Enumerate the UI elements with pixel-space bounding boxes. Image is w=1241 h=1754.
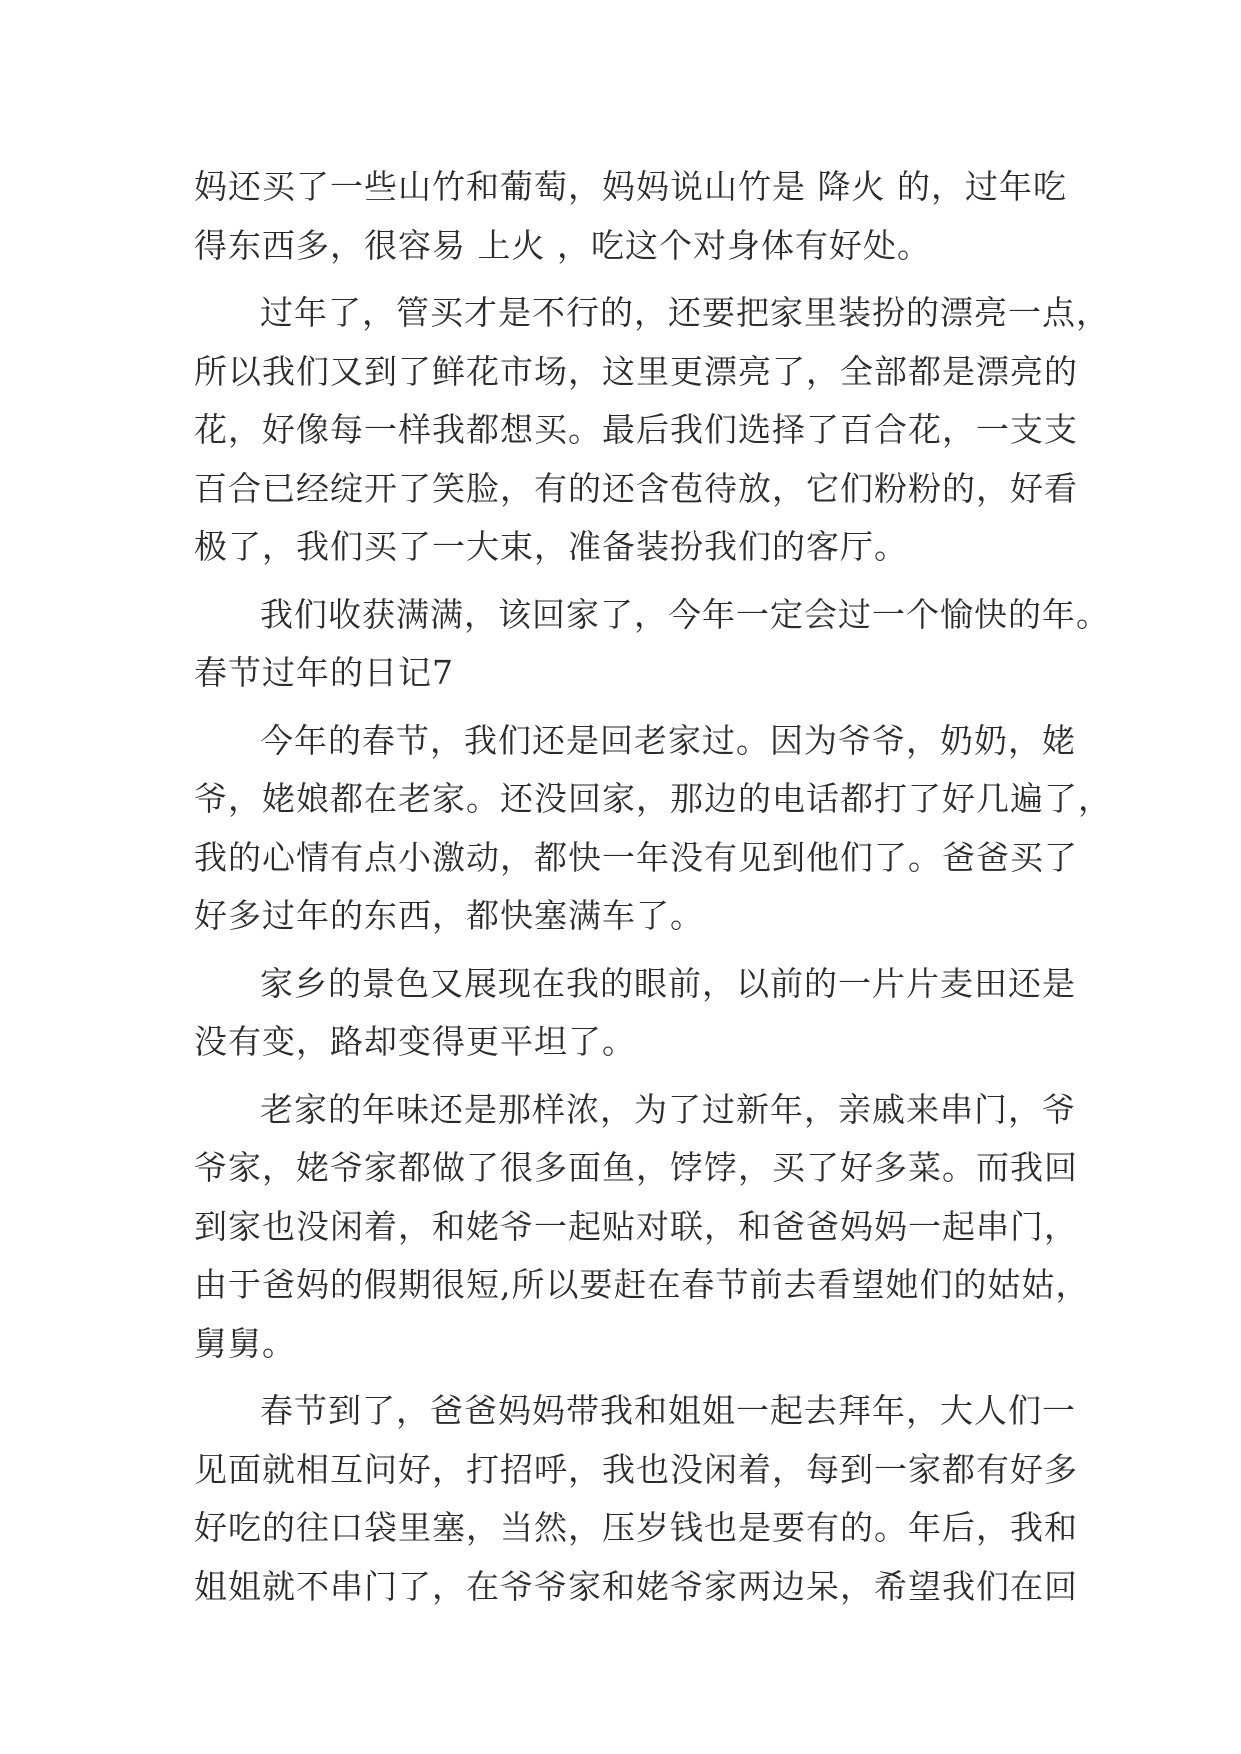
text-line: 极了，我们买了一大束，准备装扮我们的客厅。 [194,527,908,566]
text-line: 到家也没闲着，和姥爷一起贴对联，和爸爸妈妈一起串门， [194,1206,1078,1246]
text-line: 姐姐就不串门了，在爷爷家和姥爷家两边呆，希望我们在回 [194,1566,1078,1606]
text-line: 舅舅。 [194,1323,296,1363]
document-body [194,158,1112,1616]
text-line: 得东西多，很容易 上火 ，吃这个对身体有好处。 [194,225,931,265]
paragraph-first-line: 过年了，管买才是不行的，还要把家里装扮的漂亮一点， [260,293,1110,332]
text-line: 由于爸妈的假期很短,所以要赶在春节前去看望她们的姑姑， [194,1265,1090,1304]
text-line: 见面就相互问好，打招呼，我也没闲着，每到一家都有好多 [194,1449,1078,1489]
text-line: 妈还买了一些山竹和葡萄，妈妈说山竹是 降火 的，过年吃 [194,167,1067,206]
text-line: 爷，姥娘都在老家。还没回家，那边的电话都打了好几遍了， [194,779,1112,818]
paragraph-first-line: 今年的春节，我们还是回老家过。因为爷爷，奶奶，姥 [260,720,1076,760]
text-line: 百合已经绽开了笑脸，有的还含苞待放，它们粉粉的，好看 [194,468,1078,508]
paragraph-first-line: 我们收获满满，该回家了，今年一定会过一个愉快的年。 [260,594,1110,634]
text-line: 好吃的往口袋里塞，当然，压岁钱也是要有的。年后，我和 [194,1508,1078,1547]
text-line: 花，好像每一样我都想买。最后我们选择了百合花，一支支 [194,410,1078,449]
text-line: 没有变，路却变得更平坦了。 [194,1022,636,1061]
paragraph-first-line: 春节到了，爸爸妈妈带我和姐姐一起去拜年，大人们一 [260,1391,1076,1430]
text-line: 爷家，姥爷家都做了很多面鱼，饽饽，买了好多菜。而我回 [194,1148,1078,1187]
paragraph-first-line: 家乡的景色又展现在我的眼前，以前的一片片麦田还是 [260,963,1076,1003]
paragraph-first-line: 老家的年味还是那样浓，为了过新年，亲戚来串门，爷 [260,1089,1076,1129]
section-heading: 春节过年的日记7 [194,653,454,692]
text-line: 我的心情有点小激动，都快一年没有见到他们了。爸爸买了 [194,837,1078,877]
text-line: 所以我们又到了鲜花市场，这里更漂亮了，全部都是漂亮的 [194,351,1078,391]
text-line: 好多过年的东西，都快塞满车了。 [194,896,704,935]
